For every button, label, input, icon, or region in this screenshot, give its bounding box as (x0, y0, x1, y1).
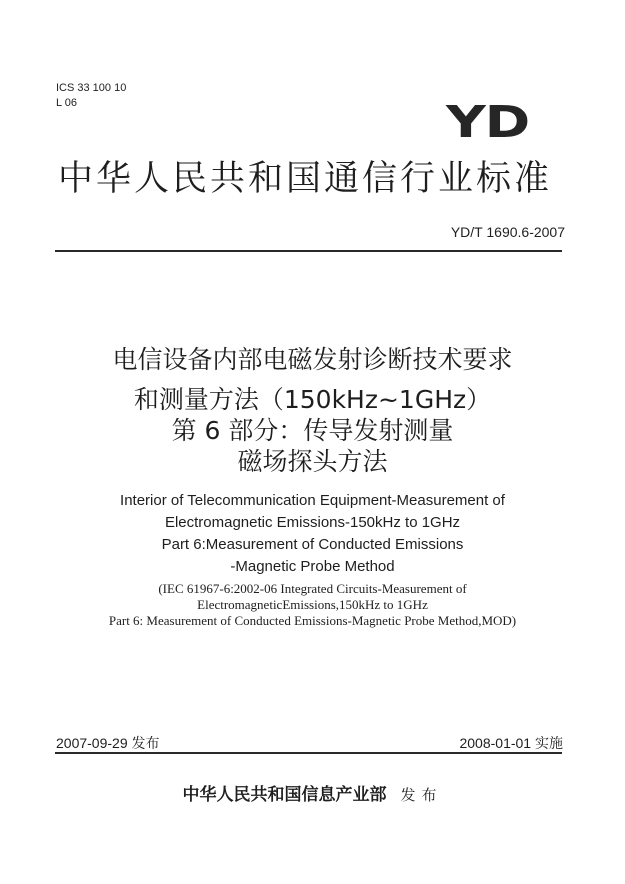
issuer-line (0, 780, 625, 805)
effective-date: 2008-01-01 实施 (459, 735, 563, 751)
title-en-line1: Interior of Telecommunication Equipment-Measurement of (120, 492, 505, 509)
title-en-line3: Part 6:Measurement of Conducted Emissions (161, 536, 464, 553)
title-cn-line2: 和测量方法（150kHz~1GHz） (133, 385, 492, 414)
class-code: L 06 (56, 97, 78, 109)
issuer-action: 发布 (400, 786, 443, 804)
issue-date: 2007-09-29 发布 (56, 735, 160, 751)
issuer-name: 中华人民共和国信息产业部 (182, 785, 387, 805)
yd-logo: YD (446, 97, 529, 148)
standard-category-title: 中华人民共和国通信行业标准 (58, 159, 553, 199)
reference-line1: (IEC 61967-6:2002-06 Integrated Circuits-Measurement of (158, 581, 467, 596)
footer-divider (55, 752, 562, 754)
title-en-line4: -Magnetic Probe Method (230, 558, 395, 575)
reference-line3: Part 6: Measurement of Conducted Emissions-Magnetic Probe Method,MOD) (108, 613, 517, 628)
ics-code: ICS 33 100 10 (56, 82, 127, 94)
classification-codes (56, 81, 126, 111)
standard-number: YD/T 1690.6-2007 (450, 224, 565, 240)
title-cn-line4: 磁场探头方法 (237, 447, 388, 476)
title-cn-line1: 电信设备内部电磁发射诊断技术要求 (112, 345, 513, 374)
title-cn-line3: 第 6 部分：传导发射测量 (171, 416, 454, 445)
reference-line2: ElectromagneticEmissions,150kHz to 1GHz (197, 597, 428, 612)
header-divider (55, 250, 562, 252)
title-en-line2: Electromagnetic Emissions-150kHz to 1GHz (164, 514, 461, 531)
